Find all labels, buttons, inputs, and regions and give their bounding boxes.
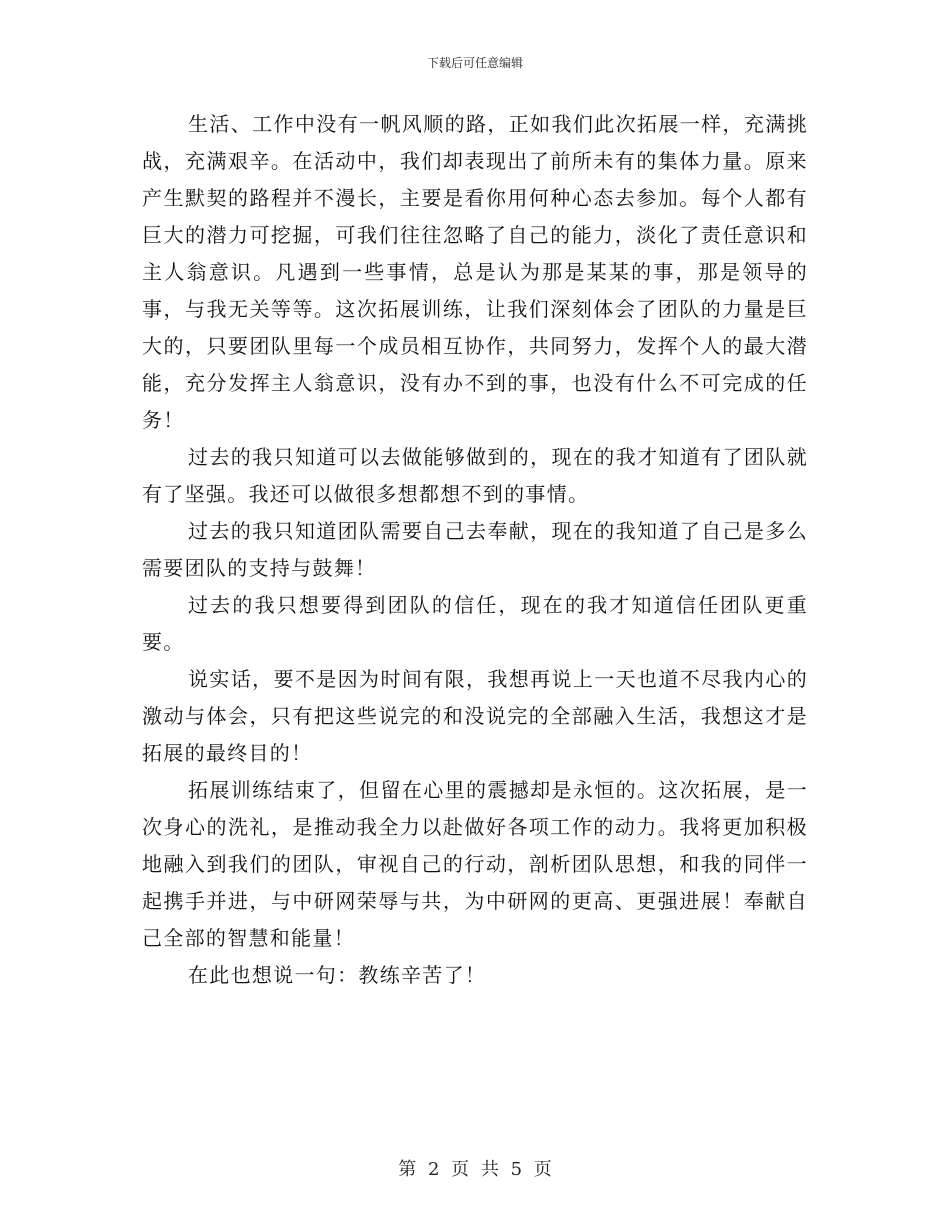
document-body [142, 106, 808, 994]
paragraph: 过去的我只想要得到团队的信任，现在的我才知道信任团队更重要。 [142, 593, 808, 654]
page-number-footer: 第 2 页 共 5 页 [398, 1159, 552, 1180]
paragraph: 生活、工作中没有一帆风顺的路，正如我们此次拓展一样，充满挑战，充满艰辛。在活动中，我们却表现出了前所未有的集体力量。原来产生默契的路程并不漫长，主要是看你用何种心态去参加。每个人都有巨大的潜力可挖掘，可我们往往忽略了自己的能力，淡化了责任意识和主人翁意识。凡遇到一些事情，总是认为那是某某的事，那是领导的事，与我无关等等。这次拓展训练，让我们深刻体会了团队的力量是巨大的，只要团队里每一个成员相互协作，共同努力，发挥个人的最大潜能，充分发挥主人翁意识，没有办不到的事，也没有什么不可完成的任务！ [142, 112, 808, 432]
paragraph: 过去的我只知道团队需要自己去奉献，现在的我知道了自己是多么需要团队的支持与鼓舞！ [142, 519, 808, 580]
paragraph: 过去的我只知道可以去做能够做到的，现在的我才知道有了团队就有了坚强。我还可以做很多想都想不到的事情。 [142, 445, 808, 506]
paragraph: 说实话，要不是因为时间有限，我想再说上一天也道不尽我内心的激动与体会，只有把这些说完的和没说完的全部融入生活，我想这才是拓展的最终目的！ [142, 667, 808, 765]
paragraph: 在此也想说一句：教练辛苦了！ [188, 963, 487, 987]
paragraph: 拓展训练结束了，但留在心里的震撼却是永恒的。这次拓展，是一次身心的洗礼，是推动我全力以赴做好各项工作的动力。我将更加积极地融入到我们的团队，审视自己的行动，剖析团队思想，和我的同伴一起携手并进，与中研网荣辱与共，为中研网的更高、更强进展！奉献自己全部的智慧和能量！ [142, 778, 808, 950]
page-header: 下载后可任意编辑 [426, 56, 523, 70]
